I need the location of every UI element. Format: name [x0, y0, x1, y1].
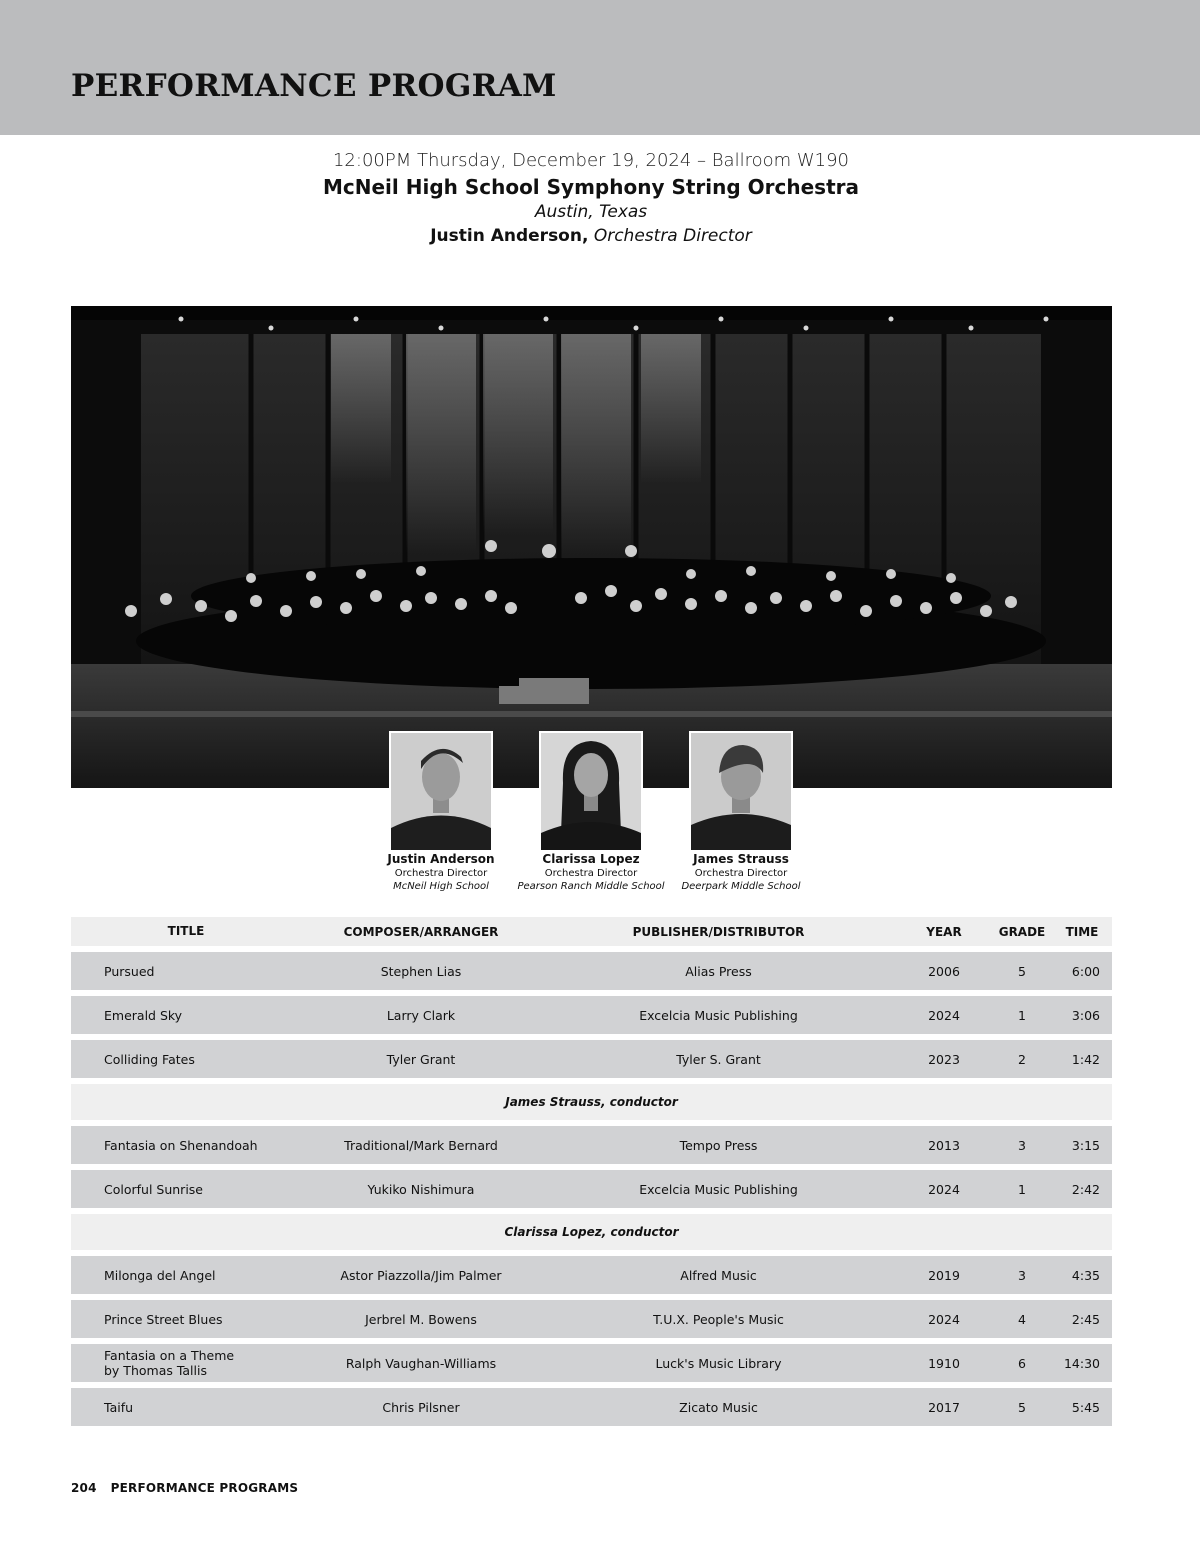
cell-year: 2024	[896, 1170, 992, 1208]
table-row	[71, 1170, 1112, 1208]
col-header-year: YEAR	[896, 917, 992, 946]
table-row	[71, 1126, 1112, 1164]
cell-grade: 5	[992, 952, 1052, 990]
director-caption-role: Orchestra Director	[394, 867, 488, 879]
cell-time: 5:45	[1052, 1388, 1112, 1426]
cell-title-line2: by Thomas Tallis	[104, 1363, 207, 1378]
col-header-grade: GRADE	[992, 917, 1052, 946]
cell-time: 4:35	[1052, 1256, 1112, 1294]
cell-title: Emerald Sky	[71, 996, 301, 1034]
cell-title	[71, 1344, 301, 1382]
caption-clarissa-lopez	[506, 853, 676, 894]
director-caption-name: James Strauss	[693, 852, 789, 866]
col-header-time: TIME	[1052, 917, 1112, 946]
cell-publisher: Excelcia Music Publishing	[541, 996, 896, 1034]
cell-composer: Chris Pilsner	[301, 1388, 541, 1426]
cell-publisher: Excelcia Music Publishing	[541, 1170, 896, 1208]
director-caption-role: Orchestra Director	[544, 867, 638, 879]
cell-title-line1: Fantasia on a Theme	[104, 1348, 235, 1363]
director-caption-name: Justin Anderson	[387, 852, 495, 866]
cell-composer: Yukiko Nishimura	[301, 1170, 541, 1208]
headshot-justin-anderson	[389, 731, 493, 852]
cell-publisher: T.U.X. People's Music	[541, 1300, 896, 1338]
cell-publisher: Luck's Music Library	[541, 1344, 896, 1382]
headshot-james-strauss	[689, 731, 793, 852]
ensemble-name: McNeil High School Symphony String Orchestra	[322, 175, 859, 199]
datetime-location: 12:00PM Thursday, December 19, 2024 – Ballroom W190	[332, 150, 850, 171]
table-row	[71, 1040, 1112, 1078]
cell-publisher: Zicato Music	[541, 1388, 896, 1426]
ensemble-city: Austin, Texas	[534, 202, 648, 222]
page-footer	[71, 1481, 298, 1495]
cell-grade: 3	[992, 1126, 1052, 1164]
cell-time: 3:15	[1052, 1126, 1112, 1164]
cell-year: 2023	[896, 1040, 992, 1078]
cell-year: 2024	[896, 1300, 992, 1338]
director-caption-school: Deerpark Middle School	[681, 881, 801, 892]
caption-james-strauss	[656, 853, 826, 894]
cell-composer: Traditional/Mark Bernard	[301, 1126, 541, 1164]
cell-composer: Astor Piazzolla/Jim Palmer	[301, 1256, 541, 1294]
col-header-title: TITLE	[71, 917, 301, 946]
director-caption-role: Orchestra Director	[694, 867, 788, 879]
director-caption-school: Pearson Ranch Middle School	[517, 881, 665, 892]
concert-info	[0, 148, 1182, 248]
director-name: Justin Anderson,	[430, 226, 589, 246]
page-title: PERFORMANCE PROGRAM	[71, 68, 557, 104]
conductor-label: James Strauss, conductor	[71, 1084, 1112, 1120]
col-header-composer: COMPOSER/ARRANGER	[301, 917, 541, 946]
cell-time: 6:00	[1052, 952, 1112, 990]
cell-composer: Ralph Vaughan-Williams	[301, 1344, 541, 1382]
cell-year: 2019	[896, 1256, 992, 1294]
cell-title: Taifu	[71, 1388, 301, 1426]
cell-grade: 1	[992, 996, 1052, 1034]
cell-publisher: Tyler S. Grant	[541, 1040, 896, 1078]
orchestra-photo	[71, 306, 1112, 788]
page-number: 204	[71, 1481, 97, 1495]
cell-year: 2024	[896, 996, 992, 1034]
director-caption-school: McNeil High School	[393, 881, 489, 892]
cell-time: 14:30	[1052, 1344, 1112, 1382]
cell-title: Colliding Fates	[71, 1040, 301, 1078]
cell-year: 2013	[896, 1126, 992, 1164]
cell-time: 2:45	[1052, 1300, 1112, 1338]
caption-justin-anderson	[356, 853, 526, 894]
table-row	[71, 1344, 1112, 1382]
program-table	[71, 911, 1112, 1432]
table-row	[71, 1300, 1112, 1338]
headshot-clarissa-lopez	[539, 731, 643, 852]
cell-title: Pursued	[71, 952, 301, 990]
cell-time: 2:42	[1052, 1170, 1112, 1208]
cell-title: Fantasia on Shenandoah	[71, 1126, 301, 1164]
table-row	[71, 996, 1112, 1034]
cell-year: 2006	[896, 952, 992, 990]
cell-publisher: Alfred Music	[541, 1256, 896, 1294]
cell-grade: 2	[992, 1040, 1052, 1078]
cell-year: 1910	[896, 1344, 992, 1382]
footer-section: PERFORMANCE PROGRAMS	[110, 1481, 299, 1495]
ensemble-director	[0, 224, 1182, 248]
cell-grade: 5	[992, 1388, 1052, 1426]
cell-year: 2017	[896, 1388, 992, 1426]
cell-title: Colorful Sunrise	[71, 1170, 301, 1208]
director-role: Orchestra Director	[593, 226, 752, 246]
cell-grade: 6	[992, 1344, 1052, 1382]
cell-title: Milonga del Angel	[71, 1256, 301, 1294]
col-header-publisher: PUBLISHER/DISTRIBUTOR	[541, 917, 896, 946]
cell-title: Prince Street Blues	[71, 1300, 301, 1338]
cell-publisher: Alias Press	[541, 952, 896, 990]
cell-composer: Stephen Lias	[301, 952, 541, 990]
table-row	[71, 1256, 1112, 1294]
table-header-row	[71, 917, 1112, 946]
table-row	[71, 952, 1112, 990]
conductor-row	[71, 1214, 1112, 1250]
cell-composer: Larry Clark	[301, 996, 541, 1034]
cell-time: 3:06	[1052, 996, 1112, 1034]
cell-grade: 1	[992, 1170, 1052, 1208]
cell-composer: Tyler Grant	[301, 1040, 541, 1078]
cell-grade: 3	[992, 1256, 1052, 1294]
cell-time: 1:42	[1052, 1040, 1112, 1078]
director-caption-name: Clarissa Lopez	[542, 852, 640, 866]
table-row	[71, 1388, 1112, 1426]
cell-grade: 4	[992, 1300, 1052, 1338]
cell-composer: Jerbrel M. Bowens	[301, 1300, 541, 1338]
cell-publisher: Tempo Press	[541, 1126, 896, 1164]
conductor-label: Clarissa Lopez, conductor	[71, 1214, 1112, 1250]
conductor-row	[71, 1084, 1112, 1120]
